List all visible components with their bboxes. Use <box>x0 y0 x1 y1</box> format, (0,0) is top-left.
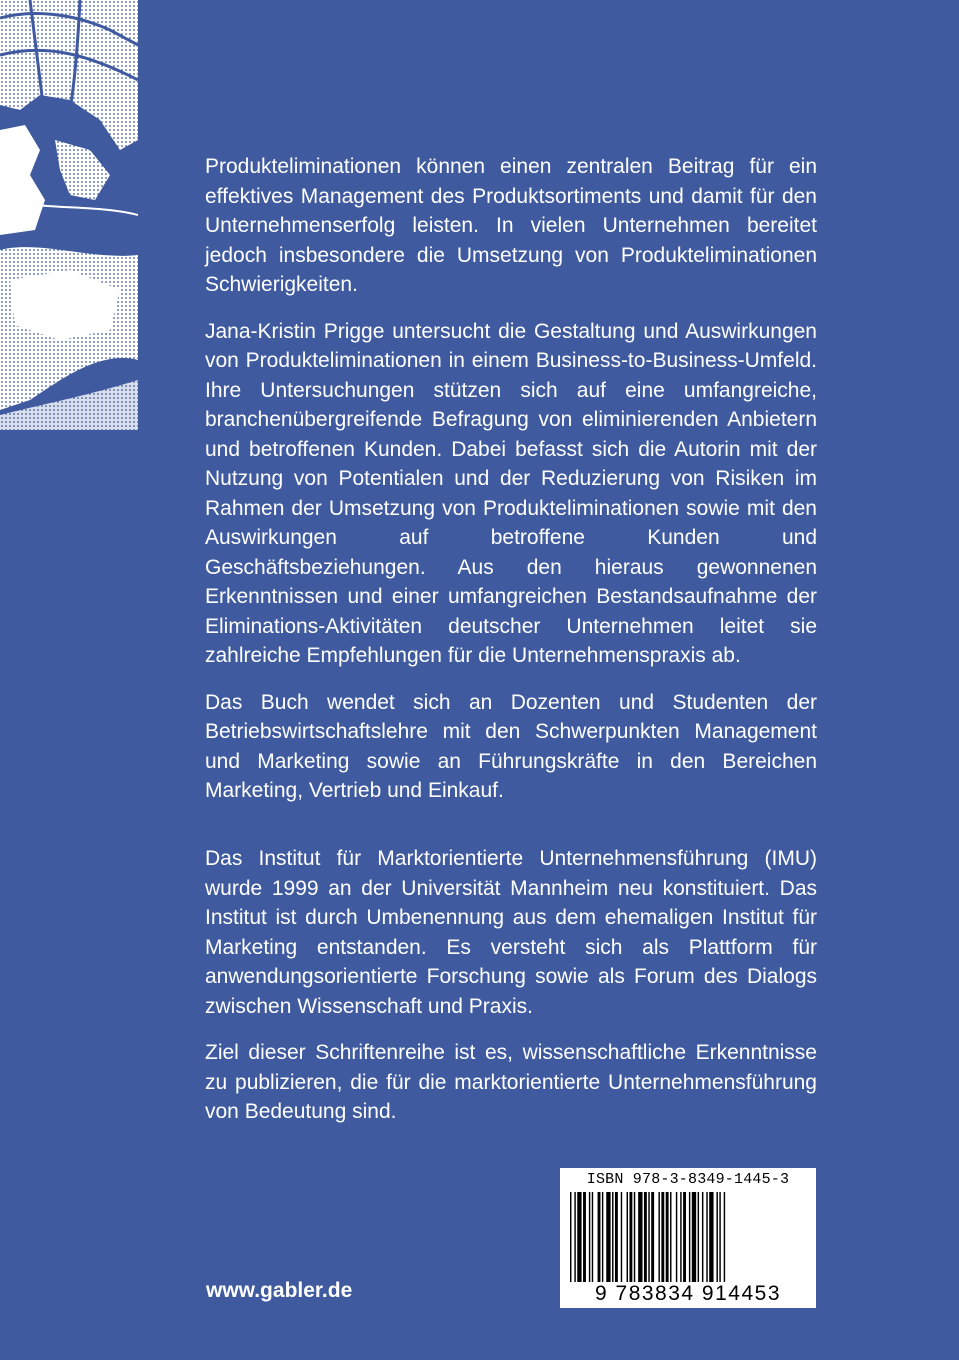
barcode-digits: 9 783834 914453 <box>564 1282 812 1306</box>
barcode-bar <box>680 1192 681 1282</box>
barcode-bar <box>670 1192 671 1282</box>
barcode-bar <box>602 1192 603 1282</box>
barcode-bar <box>592 1192 593 1282</box>
barcode-bar <box>577 1192 581 1282</box>
publisher-website: www.gabler.de <box>206 1279 353 1302</box>
barcode-bar <box>658 1192 659 1282</box>
barcode-bar <box>629 1192 632 1282</box>
barcode-bar <box>689 1192 690 1282</box>
barcode-bar <box>570 1192 571 1282</box>
barcode-bar <box>634 1192 635 1282</box>
description-paragraph-1: Produkteliminationen können einen zentralen Beitrag für ein effektives Management des Produktsortiments und damit für den Unternehmenserfolg leisten. In vielen Unternehmen bereitet jedoch insbesondere die Umsetzung von Produkteliminationen Schwierigkeiten. <box>205 155 817 296</box>
barcode-bar <box>583 1192 586 1282</box>
barcode-bar <box>676 1192 677 1282</box>
barcode-bar <box>627 1192 628 1282</box>
barcode-bar <box>638 1192 642 1282</box>
description-paragraph-3: Das Buch wendet sich an Dozenten und Studenten der Betriebswirtschaftslehre mit den Schwerpunkten Management und Marketing sowie an Führungskräfte in den Bereichen Marketing, Vertrieb und Einkauf. <box>205 690 817 802</box>
institute-description <box>205 844 817 1144</box>
barcode-bar <box>574 1192 575 1282</box>
barcode-bar <box>698 1192 699 1282</box>
isbn-barcode-box <box>560 1168 816 1308</box>
institute-paragraph-1: Das Institut für Marktorientierte Unternehmensführung (IMU) wurde 1999 an der Universität Mannheim neu konstituiert. Das Institut ist durch Umbenennung aus dem ehemaligen Institut für Marketing entstanden. Es versteht sich als Plattform für anwendungsorientierte Forschung sowie als Forum des Dialogs zwischen Wissenschaft und Praxis. <box>205 847 817 1018</box>
isbn-number: ISBN 978-3-8349-1445-3 <box>586 1171 790 1188</box>
book-description <box>205 152 817 823</box>
barcode-bar <box>716 1192 717 1282</box>
barcode-bar <box>615 1192 618 1282</box>
globe-illustration <box>0 0 138 430</box>
barcode-bar <box>702 1192 703 1282</box>
barcode-bar <box>648 1192 649 1282</box>
barcode-bar <box>661 1192 664 1282</box>
globe-map-graphic <box>0 0 138 430</box>
barcode-bar <box>644 1192 647 1282</box>
barcode-bar <box>709 1192 713 1282</box>
barcode-bar <box>598 1192 601 1282</box>
description-paragraph-2: Jana-Kristin Prigge untersucht die Gestaltung und Auswirkungen von Produkteliminationen in einem Business-to-Business-Umfeld. Ihre Untersuchungen stützen sich auf eine umfangreiche, branchenübergreifende Befragung von eliminierenden Anbietern und betroffenen Kunden. Dabei befasst sich die Autorin mit der Nutzung von Potentialen und der Reduzierung von Risiken im Rahmen der Umsetzung von Produkteliminationen sowie mit den Auswirkungen auf betroffene Kunden und Geschäftsbeziehungen. Aus den hieraus gewonnenen Erkenntnissen und einer umfangreichen Bestandsaufnahme der Eliminations-Aktivitäten deutscher Unternehmen leitet sie zahlreiche Empfehlungen für die Unternehmenspraxis ab. <box>205 319 817 667</box>
barcode-bar <box>719 1192 720 1282</box>
barcode-bar <box>683 1192 686 1282</box>
institute-paragraph-2: Ziel dieser Schriftenreihe ist es, wissenschaftliche Erkenntnisse zu publizieren, die für die marktorientierte Unternehmensführung von Bedeutung sind. <box>205 1041 817 1123</box>
barcode-bar <box>692 1192 696 1282</box>
barcode-bar <box>651 1192 654 1282</box>
barcode-bar <box>589 1192 590 1282</box>
barcode-bar <box>606 1192 610 1282</box>
barcode-bar <box>621 1192 622 1282</box>
barcode-bar <box>724 1192 725 1282</box>
barcode-bar <box>612 1192 613 1282</box>
barcode-graphic <box>568 1192 808 1282</box>
barcode-bar <box>666 1192 669 1282</box>
barcode-bar <box>706 1192 707 1282</box>
